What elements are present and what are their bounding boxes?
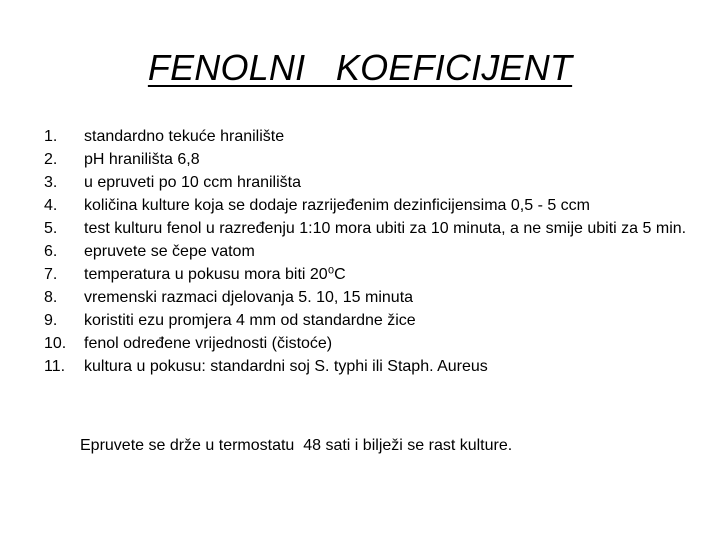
list-item-text: vremenski razmaci djelovanja 5. 10, 15 minuta [84, 289, 414, 306]
list-item-text: temperatura u pokusu mora biti 20⁰C [84, 266, 346, 283]
list-item-number: 1. [44, 128, 58, 145]
list-item [44, 128, 694, 146]
list-item-number: 7. [44, 266, 58, 283]
list-item [44, 151, 694, 169]
list-item [44, 289, 694, 307]
list-item-number: 5. [44, 220, 58, 237]
list-item-text: epruvete se čepe vatom [84, 243, 255, 260]
list-item-text: u epruveti po 10 ccm hranilišta [84, 174, 301, 191]
list-item-number: 3. [44, 174, 58, 191]
list-item-number: 2. [44, 151, 58, 168]
list-item-text: fenol određene vrijednosti (čistoće) [84, 335, 333, 352]
list-item-text: pH hranilišta 6,8 [84, 151, 200, 168]
list-item [44, 312, 694, 330]
page-title [0, 44, 720, 92]
list-item [44, 243, 694, 261]
numbered-list [44, 128, 694, 381]
page-title-text: FENOLNI KOEFICIJENT [147, 47, 573, 88]
list-item-text: standardno tekuće hranilište [84, 128, 285, 145]
footer-note: Epruvete se drže u termostatu 48 sati i bilježi se rast kulture. [80, 437, 513, 454]
list-item-text: količina kulture koja se dodaje razrijeđenim dezinficijensima 0,5 - 5 ccm [84, 197, 591, 214]
list-item-text: kultura u pokusu: standardni soj S. typhi ili Staph. Aureus [84, 358, 488, 375]
list-item [44, 266, 694, 284]
list-item [44, 358, 694, 376]
list-item [44, 174, 694, 192]
list-item [44, 220, 694, 238]
list-item-number: 9. [44, 312, 58, 329]
list-item-number: 4. [44, 197, 58, 214]
list-item-number: 11. [44, 358, 66, 375]
list-item [44, 335, 694, 353]
list-item-number: 10. [44, 335, 67, 352]
list-item-number: 6. [44, 243, 58, 260]
list-item-number: 8. [44, 289, 58, 306]
list-item [44, 197, 694, 215]
list-item-text: koristiti ezu promjera 4 mm od standardne žice [84, 312, 416, 329]
list-item-text: test kulturu fenol u razređenju 1:10 mora ubiti za 10 minuta, a ne smije ubiti za 5 min. [84, 220, 687, 237]
